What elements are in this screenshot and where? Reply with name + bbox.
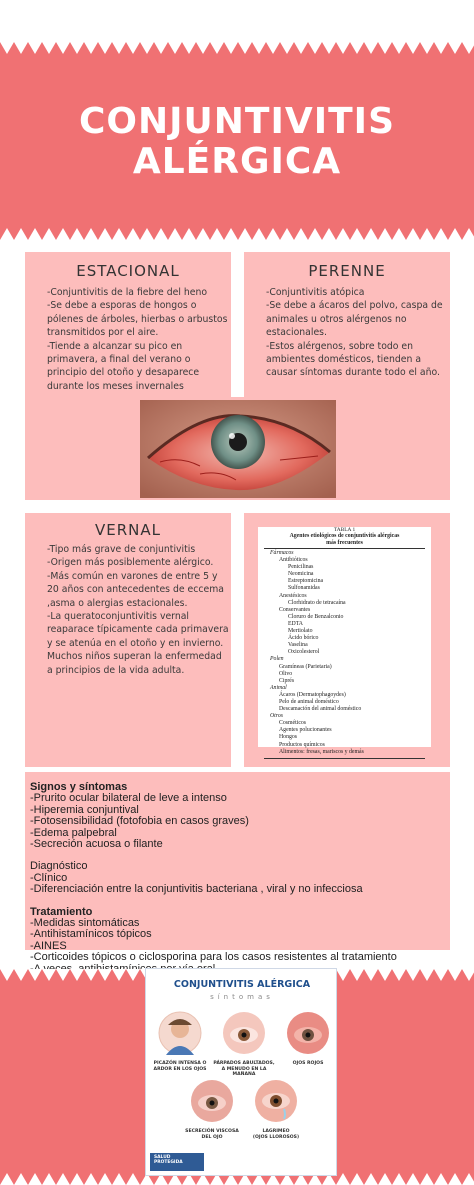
itchy-eyes-illustration	[158, 1011, 202, 1055]
page-title-line1: CONJUNTIVITIS	[79, 101, 395, 142]
table-row: Clorhidrato de tetracaína	[288, 599, 346, 606]
table-row: Alimentos: fresas, mariscos y demás	[279, 748, 364, 755]
tratamiento-title: Tratamiento	[30, 905, 93, 918]
signos-text: -Prurito ocular bilateral de leve a intenso -Hiperemia conjuntival -Fotosensibilidad (fotofobia en casos graves) -Edema palpebral -Secreción acuosa o filante	[30, 792, 249, 851]
card-perenne	[244, 252, 450, 397]
caption-itching: PICAZÓN INTENSA O ARDOR EN LOS OJOS	[153, 1061, 207, 1072]
vernal-heading: VERNAL	[95, 521, 161, 539]
table-row: Olivo	[279, 670, 293, 677]
table-row: Mertiolato	[288, 628, 313, 635]
discharge-illustration	[190, 1079, 234, 1123]
vernal-text: -Tipo más grave de conjuntivitis -Origen más posiblemente alérgico. -Más común en varones de entre 5 y 20 años con antecedentes de eccema ,asma o alergias estacionales. -La queratoconjuntivitis vernal reaparace típicamente cada primavera y se atenúa en el otoño y en invierno. Muchos niños superan la enfermedad a principios de la vida adulta.	[47, 544, 229, 676]
table-row: Animal	[270, 684, 287, 691]
table-row: Sulfonamidas	[288, 585, 320, 592]
symptoms-infographic	[145, 968, 337, 1176]
table-row: Descamación del animal doméstico	[279, 706, 362, 713]
table-row: Antibióticos	[279, 557, 308, 564]
table-row: Productos químicos	[279, 741, 325, 748]
table-row: Anestésicos	[279, 592, 307, 599]
table-row: Agentes polucionantes	[279, 727, 332, 734]
page-title-line2: ALÉRGICA	[132, 141, 342, 182]
page-title	[0, 102, 474, 182]
card-vernal	[25, 513, 231, 767]
salud-protegida-logo	[150, 1153, 204, 1171]
caption-tearing: LAGRIMEO (OJOS LLOROSOS)	[252, 1129, 300, 1140]
table-row: Ácido bórico	[288, 635, 319, 642]
table-row: Cloruro de Benzalconio	[288, 613, 344, 620]
perenne-heading: PERENNE	[308, 262, 386, 280]
red-eyes-illustration	[286, 1011, 330, 1055]
table-title-line2: más frecuentes	[326, 540, 363, 546]
table-row: Polen	[270, 656, 284, 663]
estacional-heading: ESTACIONAL	[76, 262, 180, 280]
tratamiento-text: -Medidas sintomáticas -Antihistamínicos tópicos -AINES -Corticoides tópicos o ciclosporina para los casos resistentes al tratamiento	[30, 917, 397, 964]
caption-red-eyes: OJOS ROJOS	[292, 1061, 324, 1066]
table-rule-top	[264, 548, 425, 549]
estacional-text: -Conjuntivitis de la fiebre del heno -Se debe a esporas de hongos o pólenes de árboles, hierbas o arbustos transmitidos por el aire. -Tiende a alcanzar su pico en primavera, a final del verano o principio del otoño y desaparece durante los meses invernales	[47, 287, 228, 392]
table-row: Neomicina	[288, 571, 314, 578]
table-rows	[270, 550, 428, 756]
diagnostico-title: Diagnóstico	[30, 860, 88, 873]
table-row: Penicilinas	[288, 564, 314, 571]
table-row: EDTA	[288, 620, 303, 627]
table-row: Ciprés	[279, 677, 295, 684]
signos-title: Signos y síntomas	[30, 781, 128, 793]
table-rule-bottom	[264, 758, 425, 759]
table-row: Gramíneas (Parietaria)	[279, 663, 332, 670]
table-row: Fármacos	[270, 550, 294, 556]
table-row: Otros	[270, 713, 283, 720]
red-eye-photo	[140, 400, 336, 498]
table-row: Oxicolesterol	[288, 649, 320, 656]
caption-swollen-eyelids: PÁRPADOS ABULTADOS, A MENUDO EN LA MAÑANA	[213, 1061, 275, 1078]
table-row: Conservantes	[279, 606, 311, 613]
zigzag-border-top	[0, 42, 474, 54]
tearing-illustration	[254, 1079, 298, 1123]
caption-discharge: SECRECIÓN VISCOSA DEL OJO	[185, 1129, 239, 1140]
table-row: Pelo de animal doméstico	[279, 698, 339, 705]
infographic-subtitle: síntomas	[210, 993, 274, 1001]
allergens-table-image	[258, 527, 431, 755]
info-box	[25, 772, 450, 964]
logo-text: SALUD PROTEGIDA	[154, 1155, 183, 1165]
table-row: Cosméticos	[279, 720, 307, 727]
info-content	[30, 782, 445, 975]
infographic-title: CONJUNTIVITIS ALÉRGICA	[173, 979, 311, 990]
table-label: TABLA 1	[333, 527, 356, 533]
table-row: Ácaros (Dermatophagoydes)	[279, 691, 346, 698]
swollen-eyelids-illustration	[222, 1011, 266, 1055]
table-row: Estreptomicina	[288, 578, 324, 585]
diagnostico-text: -Clínico -Diferenciación entre la conjuntivitis bacteriana , viral y no infecciosa	[30, 871, 363, 896]
card-estacional	[25, 252, 231, 397]
table-row: Vaselina	[288, 642, 308, 649]
perenne-text: -Conjuntivitis atópica -Se debe a ácaros del polvo, caspa de animales u otros alérgenos no estacionales. -Estos alérgenos, sobre todo en ambientes domésticos, tienden a causar síntomas durante todo el año.	[266, 287, 443, 379]
table-title-line1: Agentes etiológicos de conjuntivitis alérgicas	[289, 533, 400, 539]
zigzag-border-bottom	[0, 228, 474, 240]
red-eye-image	[140, 400, 336, 498]
table-row: Hongos	[279, 734, 298, 741]
